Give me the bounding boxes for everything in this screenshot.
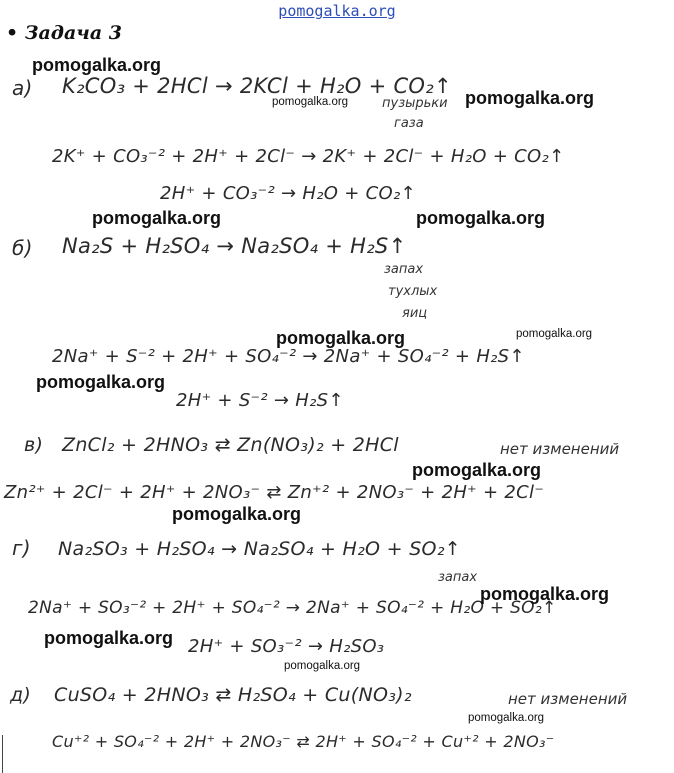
watermark: pomogalka.org: [272, 96, 349, 108]
part-a-note-line2: газа: [394, 116, 424, 131]
watermark: pomogalka.org: [172, 504, 302, 524]
part-b-molecular-equation: Na₂S + H₂SO₄ → Na₂SO₄ + H₂S↑: [62, 234, 407, 258]
watermark: pomogalka.org: [276, 328, 406, 348]
part-a-molecular-equation: K₂CO₃ + 2HCl → 2KCl + H₂O + CO₂↑: [62, 74, 452, 98]
part-g-molecular-equation: Na₂SO₃ + H₂SO₄ → Na₂SO₄ + H₂O + SO₂↑: [58, 538, 461, 560]
part-g-full-ionic-equation: 2Na⁺ + SO₃⁻² + 2H⁺ + SO₄⁻² → 2Na⁺ + SO₄⁻² + H₂O + SO₂↑: [28, 598, 557, 618]
part-v-full-ionic-equation: Zn²⁺ + 2Cl⁻ + 2H⁺ + 2NO₃⁻ ⇄ Zn⁺² + 2NO₃⁻ + 2H⁺ + 2Cl⁻: [4, 482, 545, 503]
part-b-note-line2: тухлых: [388, 284, 438, 299]
part-d-note: нет изменений: [508, 690, 628, 708]
task-title: • Задача 3: [6, 22, 123, 44]
part-b-note-line1: запах: [384, 262, 424, 277]
part-b-note-line3: яиц: [402, 306, 428, 321]
part-v-label: в): [24, 434, 44, 456]
part-d-molecular-equation: CuSO₄ + 2HNO₃ ⇄ H₂SO₄ + Cu(NO₃)₂: [54, 684, 412, 706]
watermark: pomogalka.org: [468, 712, 545, 724]
part-a-label: а): [12, 76, 33, 100]
watermark: pomogalka.org: [480, 584, 610, 604]
watermark: pomogalka.org: [516, 328, 593, 340]
part-a-note-line1: пузырьки: [382, 96, 448, 111]
watermark: pomogalka.org: [465, 88, 595, 108]
part-v-note: нет изменений: [500, 440, 620, 458]
part-d-label: д): [10, 684, 32, 706]
part-b-short-ionic-equation: 2H⁺ + S⁻² → H₂S↑: [176, 390, 344, 411]
site-header-link[interactable]: pomogalka.org: [278, 2, 396, 20]
part-g-label: г): [12, 536, 31, 560]
watermark: pomogalka.org: [416, 208, 546, 228]
watermark: pomogalka.org: [32, 55, 162, 75]
part-b-label: б): [12, 236, 33, 260]
part-v-molecular-equation: ZnCl₂ + 2HNO₃ ⇄ Zn(NO₃)₂ + 2HCl: [62, 434, 399, 456]
notebook-margin-line: [2, 735, 3, 773]
part-b-full-ionic-equation: 2Na⁺ + S⁻² + 2H⁺ + SO₄⁻² → 2Na⁺ + SO₄⁻² + H₂S↑: [52, 346, 525, 367]
watermark: pomogalka.org: [92, 208, 222, 228]
part-d-full-ionic-equation: Cu⁺² + SO₄⁻² + 2H⁺ + 2NO₃⁻ ⇄ 2H⁺ + SO₄⁻² + Cu⁺² + 2NO₃⁻: [52, 732, 555, 751]
part-g-short-ionic-equation: 2H⁺ + SO₃⁻² → H₂SO₃: [188, 636, 385, 657]
part-a-short-ionic-equation: 2H⁺ + CO₃⁻² → H₂O + CO₂↑: [160, 183, 416, 204]
watermark: pomogalka.org: [36, 372, 166, 392]
part-g-note: запах: [438, 570, 478, 585]
part-a-full-ionic-equation: 2K⁺ + CO₃⁻² + 2H⁺ + 2Cl⁻ → 2K⁺ + 2Cl⁻ + H₂O + CO₂↑: [52, 146, 565, 167]
watermark: pomogalka.org: [412, 460, 542, 480]
watermark: pomogalka.org: [284, 660, 361, 672]
watermark: pomogalka.org: [44, 628, 174, 648]
